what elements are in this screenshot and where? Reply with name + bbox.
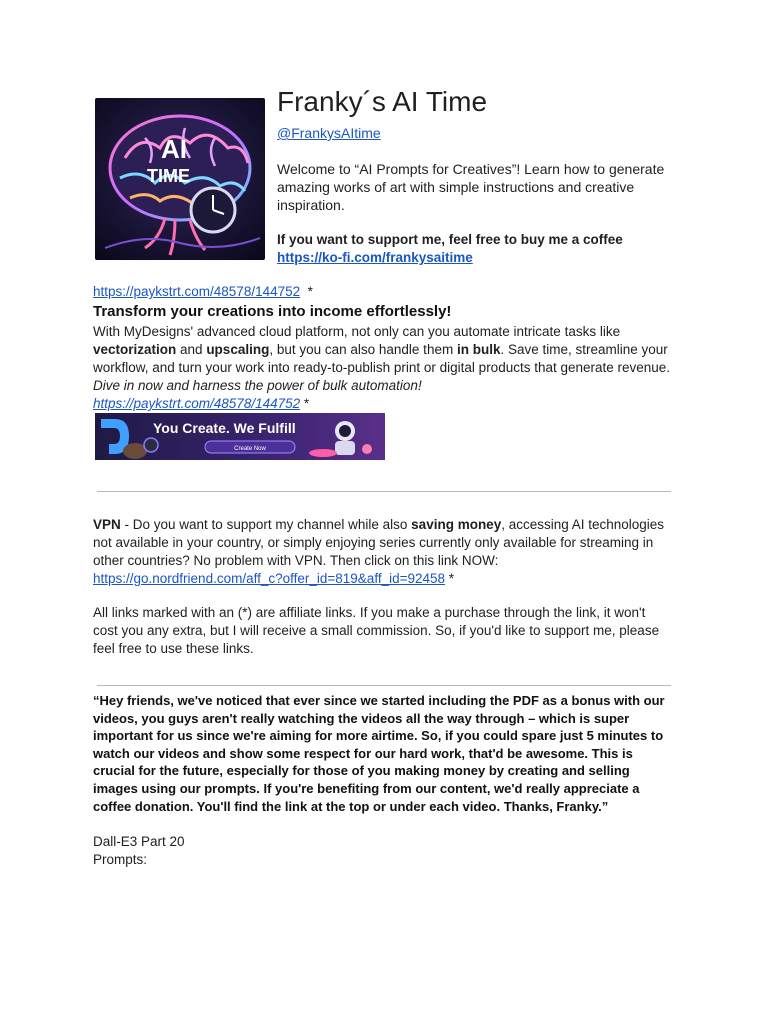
divider-2: [97, 685, 671, 686]
franky-quote: “Hey friends, we've noticed that ever since we started including the PDF as a bonus with our videos, you guys aren't really watching the videos all the way through – which is super important for us since we're aiming for more airtime. So, if you could spare just 5 minutes to watch our videos and show some respect for our hard work, that'd be awesome. This is crucial for the future, especially for those of you making money by creating and selling images using our prompts. If you're benefiting from our content, we'd really appreciate a coffee donation. You'll find the link at the top or under each video. Thanks, Franky.”: [93, 693, 665, 814]
banner-create-now-label: Create Now: [234, 446, 266, 452]
desc-italic: Dive in now and harness the power of bulk automation!: [93, 378, 422, 393]
support-block: [277, 231, 677, 267]
desc-part-4: . Save time, streamline your workflow, and turn your work into ready-to-publish print or digital products that generate revenue.: [93, 342, 671, 375]
banner-headline: You Create. We Fulfill: [153, 420, 296, 436]
vpn-text-1: - Do you want to support my channel while also: [120, 517, 412, 532]
brain-logo-image: [95, 98, 265, 260]
support-text: If you want to support me, feel free to buy me a coffee: [277, 232, 623, 247]
paykstrt-link-top[interactable]: https://paykstrt.com/48578/144752: [93, 284, 301, 299]
welcome-text: Welcome to “AI Prompts for Creatives”! Learn how to generate amazing works of art with simple instructions and creative inspiration.: [277, 161, 665, 213]
nordvpn-link[interactable]: https://go.nordfriend.com/aff_c?offer_id=819&aff_id=92458: [93, 571, 446, 586]
divider-1: [97, 491, 671, 492]
page-title: Franky´s AI Time: [277, 86, 488, 117]
logo-text-ai: AI: [161, 134, 187, 164]
affiliate-asterisk-mark: *: [307, 284, 313, 299]
prompts-label: Prompts:: [93, 852, 148, 867]
desc-part-1: With MyDesigns' advanced cloud platform, not only can you automate intricate tasks like: [93, 324, 621, 339]
paykstrt-link-bottom[interactable]: https://paykstrt.com/48578/144752: [93, 396, 301, 411]
affiliate-headline: Transform your creations into income effortlessly!: [93, 303, 452, 320]
desc-bold-upscaling: upscaling: [206, 342, 270, 357]
desc-bold-vectorization: vectorization: [93, 342, 177, 357]
channel-handle-link[interactable]: @FrankysAItime: [277, 125, 381, 141]
vpn-text-2: , accessing AI technologies not available in your country, or simply enjoying series currently only available for streaming in other countries? No problem with VPN. Then click on this link NOW:: [93, 517, 665, 568]
desc-bold-bulk: in bulk: [456, 342, 501, 357]
affiliate-description: [93, 323, 683, 413]
desc-part-2: and: [176, 342, 207, 357]
kofi-link[interactable]: https://ko-fi.com/frankysaitime: [277, 250, 473, 265]
logo-text-time: TIME: [147, 166, 190, 186]
vpn-paragraph: [93, 516, 673, 588]
affiliate-link-row: [93, 284, 313, 299]
vpn-label: VPN: [93, 517, 121, 532]
affiliate-asterisk-2: *: [300, 396, 310, 411]
vpn-asterisk: *: [445, 571, 455, 586]
affiliate-disclaimer: All links marked with an (*) are affiliate links. If you make a purchase through the link, it won't cost you any extra, but I will receive a small commission. So, if you'd like to support me, please feel free to use these links.: [93, 605, 660, 656]
mydesigns-banner[interactable]: [95, 413, 385, 460]
vpn-bold-saving-money: saving money: [411, 517, 502, 532]
part-label: Dall-E3 Part 20: [93, 834, 185, 849]
desc-part-3: , but you can also handle them: [269, 342, 457, 357]
